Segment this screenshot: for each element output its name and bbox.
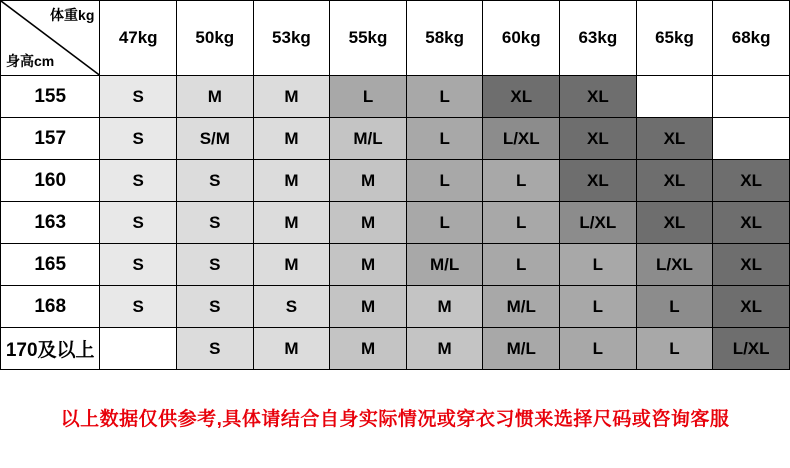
axis-corner-cell — [1, 1, 100, 76]
size-cell: XL — [636, 118, 713, 160]
size-cell: M — [177, 76, 254, 118]
row-header-height: 155 — [1, 76, 100, 118]
size-cell: M — [330, 328, 407, 370]
column-header-weight: 55kg — [330, 1, 407, 76]
size-cell: XL — [483, 76, 560, 118]
size-cell: M — [406, 286, 483, 328]
row-header-height: 165 — [1, 244, 100, 286]
size-cell: M — [330, 244, 407, 286]
size-cell: M — [330, 160, 407, 202]
column-header-weight: 68kg — [713, 1, 790, 76]
size-cell: S — [100, 286, 177, 328]
size-cell: M/L — [330, 118, 407, 160]
table-row — [1, 286, 790, 328]
size-cell: M/L — [406, 244, 483, 286]
size-cell: M — [253, 244, 330, 286]
size-cell: L — [406, 202, 483, 244]
size-cell: M — [406, 328, 483, 370]
size-cell: S — [100, 244, 177, 286]
table-row — [1, 202, 790, 244]
size-cell: S — [100, 202, 177, 244]
row-header-height: 163 — [1, 202, 100, 244]
size-cell: M — [253, 76, 330, 118]
size-cell: S — [100, 76, 177, 118]
size-cell: XL — [713, 160, 790, 202]
size-cell: XL — [560, 160, 637, 202]
size-cell: L — [560, 286, 637, 328]
table-header — [1, 1, 790, 76]
size-cell: L — [406, 118, 483, 160]
disclaimer-note: 以上数据仅供参考,具体请结合自身实际情况或穿衣习惯来选择尺码或咨询客服 — [60, 409, 730, 430]
size-cell: L — [483, 160, 560, 202]
size-cell: L/XL — [560, 202, 637, 244]
column-header-weight: 58kg — [406, 1, 483, 76]
size-cell: XL — [560, 76, 637, 118]
size-cell: L — [560, 244, 637, 286]
size-cell: M — [253, 202, 330, 244]
weight-axis-label: 体重kg — [50, 7, 95, 23]
size-cell: M — [253, 118, 330, 160]
size-cell: M — [330, 286, 407, 328]
column-header-weight: 53kg — [253, 1, 330, 76]
table-row — [1, 118, 790, 160]
table-row — [1, 244, 790, 286]
column-header-weight: 65kg — [636, 1, 713, 76]
size-cell: S — [177, 202, 254, 244]
row-header-height: 160 — [1, 160, 100, 202]
size-cell: L — [330, 76, 407, 118]
table-body — [1, 76, 790, 370]
size-cell: S — [177, 286, 254, 328]
size-cell: S — [177, 160, 254, 202]
column-header-weight: 50kg — [177, 1, 254, 76]
size-cell — [713, 76, 790, 118]
size-cell: L/XL — [713, 328, 790, 370]
table-row — [1, 160, 790, 202]
size-cell: S/M — [177, 118, 254, 160]
height-axis-label: 身高cm — [6, 53, 55, 69]
row-header-height: 170及以上 — [1, 328, 100, 370]
size-cell: L — [406, 76, 483, 118]
table-header-row — [1, 1, 790, 76]
size-cell: M — [253, 328, 330, 370]
column-header-weight: 63kg — [560, 1, 637, 76]
size-cell: S — [253, 286, 330, 328]
size-cell: L — [636, 286, 713, 328]
size-cell: L — [560, 328, 637, 370]
column-header-weight: 47kg — [100, 1, 177, 76]
size-cell: M — [253, 160, 330, 202]
size-cell: M — [330, 202, 407, 244]
size-cell: L — [636, 328, 713, 370]
size-cell: L — [406, 160, 483, 202]
size-cell: XL — [636, 202, 713, 244]
size-cell: S — [177, 244, 254, 286]
size-cell: XL — [713, 286, 790, 328]
size-cell: S — [100, 118, 177, 160]
size-cell: M/L — [483, 328, 560, 370]
size-cell — [713, 118, 790, 160]
table-row — [1, 76, 790, 118]
size-cell — [636, 76, 713, 118]
size-cell: L/XL — [483, 118, 560, 160]
size-cell: L — [483, 244, 560, 286]
size-cell: XL — [713, 202, 790, 244]
size-cell — [100, 328, 177, 370]
table-row — [1, 328, 790, 370]
size-cell: S — [100, 160, 177, 202]
row-header-height: 157 — [1, 118, 100, 160]
size-cell: XL — [636, 160, 713, 202]
size-cell: M/L — [483, 286, 560, 328]
size-cell: S — [177, 328, 254, 370]
size-cell: XL — [560, 118, 637, 160]
row-header-height: 168 — [1, 286, 100, 328]
size-cell: L/XL — [636, 244, 713, 286]
column-header-weight: 60kg — [483, 1, 560, 76]
size-cell: L — [483, 202, 560, 244]
size-cell: XL — [713, 244, 790, 286]
